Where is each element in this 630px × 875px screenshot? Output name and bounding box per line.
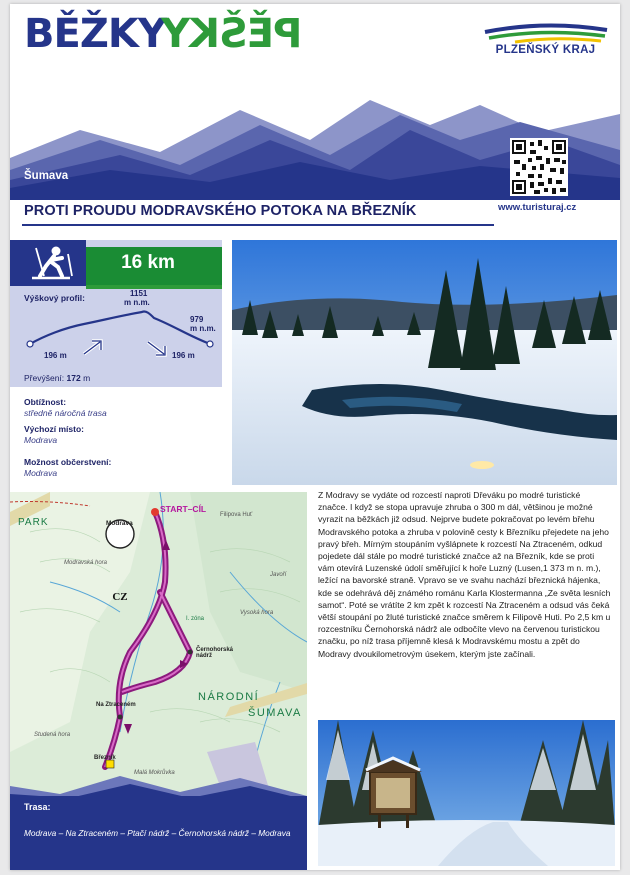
logo-word-bezky: BĚŽKY: [24, 11, 166, 57]
end-elevation: 979: [190, 315, 204, 324]
ascent-arrow-icon: [80, 336, 108, 358]
project-logo: [24, 12, 302, 56]
elevation-profile-graph: [24, 304, 214, 354]
map-label-breznik: Březník: [94, 755, 116, 761]
start-point-label: Výchozí místo:: [24, 424, 84, 434]
website-link[interactable]: www.turisturaj.cz: [498, 202, 577, 213]
refreshment-value: Modrava: [24, 468, 58, 478]
map-label-vysoka-hora: Vysoká hora: [240, 610, 274, 616]
route-description: Z Modravy se vydáte od rozcestí naproti Dřeváku po modré turistické značce. I když se stopa upravuje zhruba o 300 m dál, většinou je možné vyrazit na běžkách již odsud. Nejprve budete pokračovat po levém břehu Modravského potoka a zhruba v polovině cesty k Březníku přejedete na jeho pravý břeh. Mírným stoupáním vyšlápnete k rozcestí Na Ztraceném, odkud pojedete dál stále po modré turistické značce až na Březník, kde se proti vám otevírá Luzenské údolí směřující k hoře Luzný (Lusen,1 373 m n. m.), ležící na bavorské straně. Vpravo se ve svahu nachází březnická hájenka, kde se odehrává děj známého románu Karla Klostermanna „Ze světa lesních samot“. Poté se vrátíte 2 km zpět k rozcestí Na Ztraceném a odsud vás čeká větší stoupání po žluté turistické značce směrem k Filipově Huti. Po 2,5 km u rozcestníku Černohorská nádrž ale odbočíte vlevo na červenou turistickou značku, po níž trasa příjemně klesá k Modravskému mostu a zpět do Modravy dvoukilometrovým úsekem, kterým jste začínali.: [318, 490, 611, 659]
title-underline: [22, 224, 494, 226]
sumava-map-label: ŠUMAVA: [248, 707, 302, 719]
forest-trail-photo: [318, 720, 615, 866]
map-label-zone: I. zóna: [186, 616, 205, 622]
map-label-modrava: Modrava: [106, 520, 133, 527]
climb-unit: m: [83, 373, 91, 383]
descent-arrow-icon: [144, 338, 172, 360]
cross-country-skier-icon: [10, 240, 86, 286]
start-elevation: 196 m: [44, 351, 67, 360]
map-label-javori: Javoří: [270, 572, 287, 578]
end-elevation-unit: m n.m.: [190, 324, 216, 333]
peak-elevation-unit: m n.m.: [124, 298, 150, 307]
refreshment-label: Možnost občerstvení:: [24, 457, 112, 467]
climb-value: 172: [66, 373, 81, 383]
region-name: PLZEŇSKÝ KRAJ: [495, 44, 596, 56]
finish-elevation: 196 m: [172, 351, 195, 360]
plzensky-kraj-swoosh-icon: [475, 16, 615, 66]
brochure-page: [10, 4, 620, 870]
route-map[interactable]: [10, 492, 307, 799]
map-label-na-ztracenem: Na Ztraceném: [96, 702, 136, 708]
trasa-label: Trasa:: [24, 802, 51, 812]
peak-elevation: 1151: [130, 289, 148, 298]
logo-word-pesky: PĚŠKY: [161, 11, 303, 57]
topographic-map: [10, 492, 307, 799]
profile-label: Výškový profil:: [24, 293, 85, 303]
trasa-value: Modrava – Na Ztraceném – Ptačí nádrž – Černohorská nádrž – Modrava: [24, 828, 291, 838]
skier-badge: [10, 240, 86, 286]
winter-stream-photo: [232, 240, 617, 485]
map-label-mala-mokruvka: Malá Mokrůvka: [134, 770, 175, 776]
qr-code-icon[interactable]: [510, 138, 568, 196]
start-finish-label: START–CÍL: [160, 504, 207, 514]
difficulty-value: středně náročná trasa: [24, 408, 107, 418]
distance-value: 16 km: [121, 252, 175, 273]
difficulty-label: Obtížnost:: [24, 397, 67, 407]
map-label-filipova-hut: Filipova Huť: [220, 512, 253, 518]
map-label-studena-hora: Studená hora: [34, 732, 71, 738]
narodni-label: NÁRODNÍ: [198, 691, 260, 703]
map-label-cernohorska: Černohorská nádrž: [196, 647, 234, 659]
park-label: PARK: [18, 517, 49, 528]
cz-border-label: CZ: [112, 591, 128, 603]
area-label: Šumava: [24, 170, 69, 182]
route-title: PROTI PROUDU MODRAVSKÉHO POTOKA NA BŘEZNÍK: [24, 203, 417, 219]
start-point-value: Modrava: [24, 435, 58, 445]
map-label-modravska-hora: Modravská hora: [64, 560, 108, 566]
climb-label: Převýšení:: [24, 373, 65, 383]
